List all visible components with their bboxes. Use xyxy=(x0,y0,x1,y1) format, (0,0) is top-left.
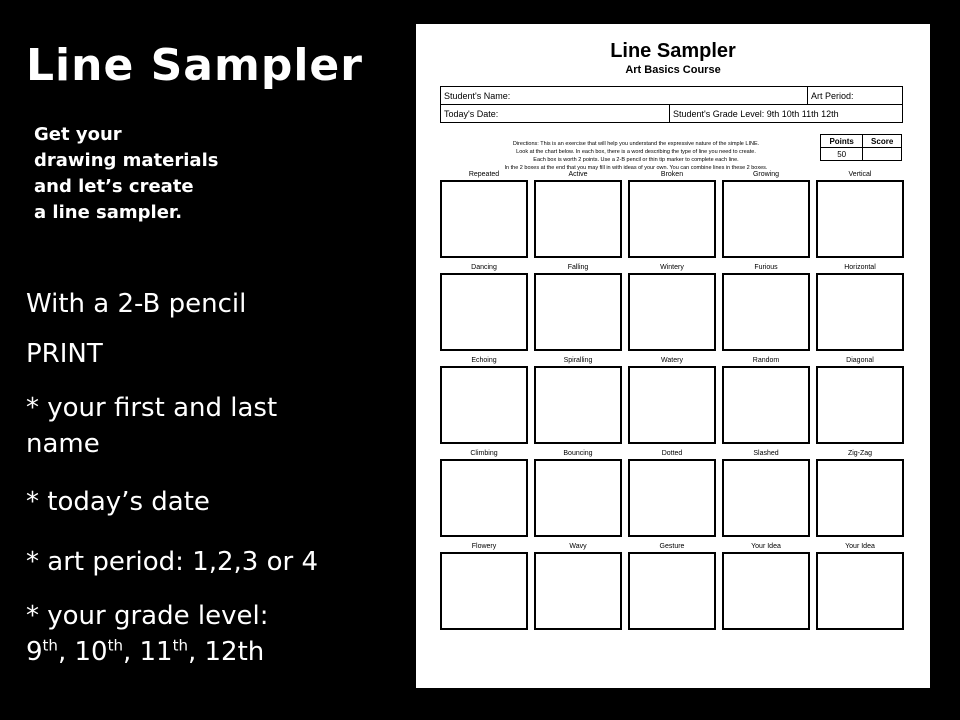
drawing-box xyxy=(816,552,904,630)
grade-level-field: Student's Grade Level: 9th 10th 11th 12th xyxy=(670,105,903,123)
score-table xyxy=(820,134,902,161)
cell-label: Your Idea xyxy=(751,543,781,550)
cell-label: Falling xyxy=(567,264,589,271)
drawing-box xyxy=(534,552,622,630)
instruction-name xyxy=(26,390,277,462)
grid-cell xyxy=(534,449,622,542)
ordinal-th: th xyxy=(107,636,123,655)
cell-label: Gesture xyxy=(659,543,685,550)
points-value: 50 xyxy=(821,148,863,161)
drawing-box xyxy=(440,180,528,258)
grid-cell xyxy=(440,356,528,449)
cell-label: Wavy xyxy=(569,543,587,550)
drawing-box xyxy=(722,366,810,444)
drawing-box xyxy=(440,366,528,444)
grid-row xyxy=(440,449,910,542)
directions-line: Look at the chart below. In each box, there is a word describing the type of line you need to create. xyxy=(516,149,756,155)
instruction-period: * art period: 1,2,3 or 4 xyxy=(26,547,319,577)
grade-9: 9 xyxy=(26,637,43,667)
grid-cell xyxy=(440,542,528,635)
ordinal-th: th xyxy=(42,636,58,655)
instruction-name-line2: name xyxy=(26,429,100,459)
directions-line: Each box is worth 2 points. Use a 2-B pencil or thin tip marker to complete each line. xyxy=(533,157,739,163)
intro-line: a line sampler. xyxy=(34,202,183,223)
grid-cell xyxy=(534,356,622,449)
instruction-grade-line1: * your grade level: xyxy=(26,601,269,631)
grid-cell xyxy=(722,263,810,356)
cell-label: Repeated xyxy=(468,171,500,178)
drawing-box xyxy=(628,366,716,444)
cell-label: Watery xyxy=(661,357,683,364)
cell-label: Vertical xyxy=(848,171,872,178)
drawing-box xyxy=(722,273,810,351)
cell-label: Broken xyxy=(660,171,684,178)
grid-cell xyxy=(628,170,716,263)
worksheet-title: Line Sampler xyxy=(610,40,736,62)
grid-cell xyxy=(534,542,622,635)
cell-label: Active xyxy=(568,171,588,178)
drawing-box xyxy=(628,180,716,258)
line-sampler-grid xyxy=(440,170,910,635)
points-header: Points xyxy=(821,135,863,148)
grid-cell xyxy=(816,263,904,356)
directions-line: Directions: This is an exercise that will help you understand the expressive nature of the simple LINE. xyxy=(512,141,760,147)
cell-label: Dotted xyxy=(661,450,683,457)
drawing-box xyxy=(816,366,904,444)
grid-cell xyxy=(628,542,716,635)
cell-label: Random xyxy=(752,357,780,364)
cell-label: Spiralling xyxy=(563,357,593,364)
grid-cell xyxy=(628,263,716,356)
grid-cell xyxy=(816,170,904,263)
cell-label: Dancing xyxy=(471,264,497,271)
grid-cell xyxy=(722,542,810,635)
directions-line: In the 2 boxes at the end that you may fill in with ideas of your own. You can combine lines in these 2 boxes. xyxy=(504,165,768,171)
intro-line: Get your xyxy=(34,124,122,145)
drawing-box xyxy=(722,180,810,258)
drawing-box xyxy=(534,459,622,537)
instruction-grade-line2 xyxy=(26,634,268,670)
cell-label: Bouncing xyxy=(563,450,593,457)
ordinal-th: th xyxy=(172,636,188,655)
cell-label: Flowery xyxy=(471,543,497,550)
grid-cell xyxy=(816,542,904,635)
cell-label: Your Idea xyxy=(845,543,875,550)
grid-cell xyxy=(628,449,716,542)
intro-line: drawing materials xyxy=(34,150,219,171)
drawing-box xyxy=(534,273,622,351)
drawing-box xyxy=(722,459,810,537)
grid-cell xyxy=(628,356,716,449)
cell-label: Growing xyxy=(752,171,780,178)
drawing-box xyxy=(628,552,716,630)
grid-cell xyxy=(816,356,904,449)
todays-date-field: Today's Date: xyxy=(441,105,670,123)
grid-row xyxy=(440,542,910,635)
drawing-box xyxy=(534,366,622,444)
cell-label: Zig-Zag xyxy=(847,450,873,457)
drawing-box xyxy=(816,273,904,351)
cell-label: Slashed xyxy=(753,450,779,457)
grade-10: , 10 xyxy=(57,637,108,667)
grid-cell xyxy=(722,356,810,449)
instruction-date: * today’s date xyxy=(26,487,210,517)
drawing-box xyxy=(440,273,528,351)
grid-row xyxy=(440,356,910,449)
grid-row xyxy=(440,263,910,356)
drawing-box xyxy=(440,552,528,630)
student-name-field: Student's Name: xyxy=(441,87,808,105)
score-value xyxy=(863,148,902,161)
grid-cell xyxy=(534,170,622,263)
intro-text xyxy=(34,122,218,226)
drawing-box xyxy=(628,273,716,351)
intro-line: and let’s create xyxy=(34,176,194,197)
drawing-box xyxy=(440,459,528,537)
cell-label: Furious xyxy=(754,264,778,271)
grid-cell xyxy=(816,449,904,542)
student-info-table xyxy=(440,86,903,123)
worksheet-subtitle: Art Basics Course xyxy=(625,64,721,76)
worksheet-image xyxy=(416,24,930,688)
cell-label: Horizontal xyxy=(844,264,876,271)
instruction-print: PRINT xyxy=(26,339,103,369)
drawing-box xyxy=(816,459,904,537)
instruction-pencil: With a 2-B pencil xyxy=(26,289,247,319)
instruction-name-line1: * your first and last xyxy=(26,393,278,423)
cell-label: Climbing xyxy=(470,450,498,457)
instruction-grade xyxy=(26,598,268,670)
grid-row xyxy=(440,170,910,263)
drawing-box xyxy=(628,459,716,537)
grade-11: , 11 xyxy=(122,637,173,667)
grid-cell xyxy=(440,449,528,542)
grid-cell xyxy=(722,170,810,263)
grid-cell xyxy=(534,263,622,356)
drawing-box xyxy=(534,180,622,258)
slide-title: Line Sampler xyxy=(26,40,363,91)
cell-label: Diagonal xyxy=(846,357,874,364)
drawing-box xyxy=(816,180,904,258)
drawing-box xyxy=(722,552,810,630)
cell-label: Echoing xyxy=(471,357,497,364)
directions-text xyxy=(466,140,806,172)
grid-cell xyxy=(440,170,528,263)
grade-12: , 12th xyxy=(187,637,265,667)
grid-cell xyxy=(722,449,810,542)
grid-cell xyxy=(440,263,528,356)
cell-label: Wintery xyxy=(660,264,684,271)
art-period-field: Art Period: xyxy=(808,87,903,105)
score-header: Score xyxy=(863,135,902,148)
